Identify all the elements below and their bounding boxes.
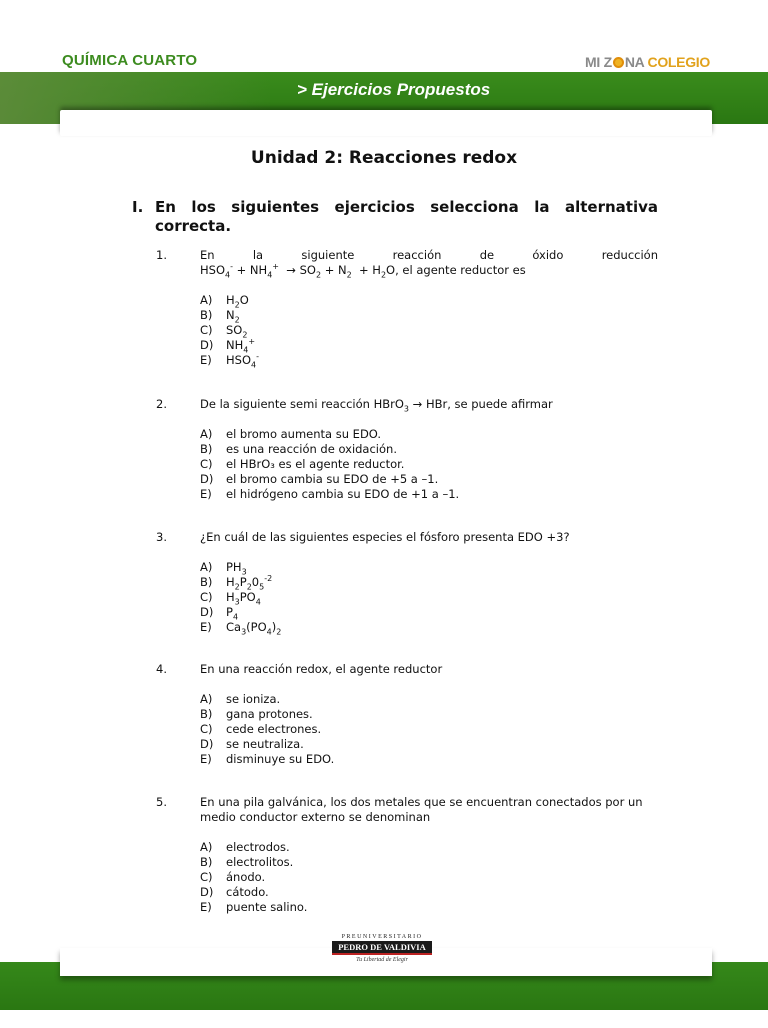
question-3: 3. ¿En cuál de las siguientes especies el fósforo presenta EDO +3? A) $PH_3$ B) $H_2P_20_5^{-2}$ C) $H_3PO_4$ D) $P_4$ E) $Ca_3(PO_4)_2$ [156,530,658,635]
option-e: E) el hidrógeno cambia su EDO de +1 a –1. [200,487,460,501]
option-e: E) $HSO_4^-$ [200,352,259,370]
unit-title: Unidad 2: Reacciones redox [250,148,518,168]
question-1-reaction: $HSO_4^- + NH_4^+ \to SO_2 + N_2 + H_2O$, el agente reductor es [200,262,526,280]
question-3-options [200,560,658,635]
option-d: D) cátodo. [200,885,269,899]
course-title: QUÍMICA CUARTO [62,52,198,69]
option-a: A) el bromo aumenta su EDO. [200,427,382,441]
question-1-line1: En la siguiente reacción de óxido reducción [200,248,658,262]
option-a: A) electrodos. [200,840,290,854]
question-4-stem: En una reacción redox, el agente reductor [200,662,443,676]
option-a: A) se ioniza. [200,692,281,706]
question-2: 2. De la siguiente semi reacción HBrO$_3$ → HBr, se puede afirmar A) el bromo aumenta su EDO. B) es una reacción de oxidación. C) el HBrO₃ es el agente reductor. D) el bromo cambia su EDO de +5 a –1. E) el hidrógeno cambia su EDO de +1 a –1. [156,397,658,502]
option-d: D) $P_4$ [200,605,239,622]
option-b: B) es una reacción de oxidación. [200,442,397,456]
section-band-label: > Ejercicios Propuestos [297,80,491,99]
option-e: E) disminuye su EDO. [200,752,335,766]
option-c: C) ánodo. [200,870,266,884]
option-d: D) se neutraliza. [200,737,304,751]
option-a: A) $H_2O$ [200,293,249,310]
question-5-options [200,840,658,915]
option-c: C) $H_3PO_4$ [200,590,261,607]
question-2-stem: De la siguiente semi reacción HBrO$_3$ → HBr, se puede afirmar [200,397,553,414]
option-c: C) el HBrO₃ es el agente reductor. [200,457,405,471]
page-tab-top [60,110,712,136]
question-3-stem: ¿En cuál de las siguientes especies el fósforo presenta EDO +3? [200,530,570,544]
brand-dot-icon [613,57,624,68]
section-heading [132,198,658,236]
option-b: B) gana protones. [200,707,313,721]
question-4: 4. En una reacción redox, el agente reductor A) se ioniza. B) gana protones. C) cede electrones. D) se neutraliza. E) disminuye su EDO. [156,662,658,767]
option-b: B) electrolitos. [200,855,294,869]
option-c: C) $SO_2$ [200,323,248,340]
option-d: D) $NH_4^+$ [200,337,256,355]
option-d: D) el bromo cambia su EDO de +5 a –1. [200,472,439,486]
option-c: C) cede electrones. [200,722,322,736]
question-2-options [200,427,658,502]
option-e: E) $Ca_3(PO_4)_2$ [200,620,282,637]
option-e: E) puente salino. [200,900,308,914]
brand-logo: MI Z NA COLEGIO [585,54,710,70]
question-4-options [200,692,658,767]
question-1: 1. En la siguiente reacción de óxido reducción $HSO_4^- + NH_4^+ \to SO_2 + N_2 + H_2O$, el agente reductor es A) $H_2O$ B) $N_2$ C) $SO_2$ D) $NH_4^+$ E) $HSO_4^-$ [156,248,658,370]
option-a: A) $PH_3$ [200,560,247,577]
option-b: B) $N_2$ [200,308,240,325]
question-1-options [200,293,658,368]
option-b: B) $H_2P_20_5^{-2}$ [200,574,273,592]
question-5-stem: En una pila galvánica, los dos metales que se encuentran conectados por un medio conductor externo se denominan [200,795,643,824]
section-text: En los siguientes ejercicios selecciona la alternativa correcta. [155,198,658,235]
footer-logo: PREUNIVERSITARIO PEDRO DE VALDIVIA Tu Libertad de Elegir [332,934,432,963]
question-5: 5. En una pila galvánica, los dos metales que se encuentran conectados por un medio conductor externo se denominan A) electrodos. B) electrolitos. C) ánodo. D) cátodo. E) puente salino. [156,795,658,915]
section-number: I. [132,198,144,216]
